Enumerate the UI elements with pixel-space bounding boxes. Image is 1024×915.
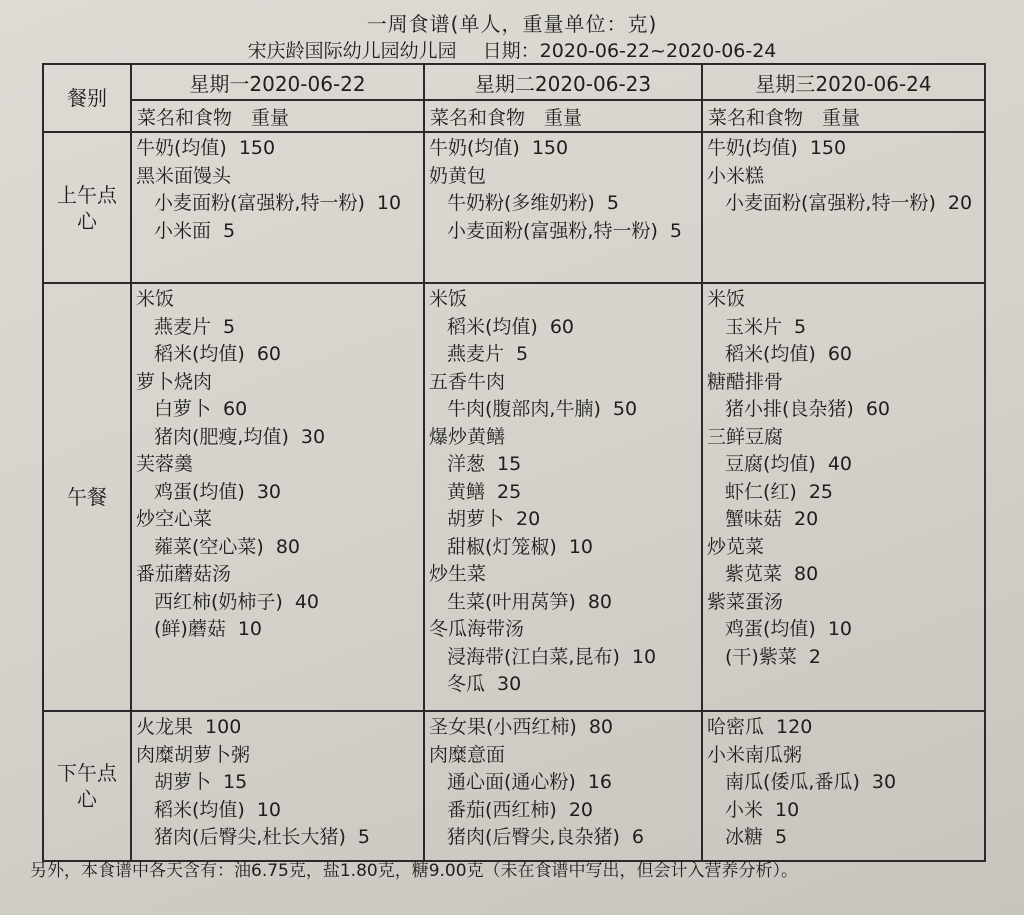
ingredient-name: 鸡蛋(均值) [154, 480, 245, 503]
dish-name: 奶黄包 [429, 164, 487, 187]
dish-item [136, 369, 419, 397]
ingredient-name: 猪肉(后臀尖,良杂猪) [447, 826, 620, 848]
weight-amount: 80 [587, 590, 613, 613]
ingredient-item [429, 824, 697, 852]
ingredient-item [707, 451, 980, 479]
ingredient-item [707, 479, 980, 507]
weight-amount: 20 [568, 798, 594, 821]
ingredient-item [136, 616, 419, 644]
ingredient-item [429, 534, 697, 562]
weight-amount: 150 [809, 137, 847, 159]
dish-item [136, 286, 419, 314]
weight-amount: 10 [775, 798, 800, 821]
ingredient-name: 洋葱 [447, 453, 486, 475]
ingredient-item [429, 396, 697, 424]
column-subheader: 菜名和食物 重量 [424, 100, 702, 132]
meal-column-header: 餐别 [43, 64, 131, 132]
weight-amount: 5 [775, 826, 788, 848]
dish-item [136, 163, 419, 191]
dish-name: 肉糜意面 [429, 743, 506, 766]
weight-amount: 15 [223, 771, 248, 793]
meal-day-cell [702, 711, 985, 861]
ingredient-name: (鲜)蘑菇 [154, 618, 226, 640]
ingredient-item [136, 396, 419, 424]
ingredient-name: 蕹菜(空心菜) [154, 535, 264, 558]
ingredient-item [707, 341, 980, 369]
weight-amount: 30 [300, 425, 326, 448]
meal-name-line: 心 [77, 208, 97, 233]
ingredient-item [429, 218, 697, 246]
ingredient-name: 燕麦片 [447, 343, 505, 365]
weight-amount: 80 [275, 535, 301, 558]
dish-item [136, 451, 419, 479]
ingredient-item [429, 769, 697, 797]
dish-item [707, 742, 980, 770]
ingredient-item [136, 218, 419, 246]
ingredient-name: 燕麦片 [154, 315, 212, 338]
dish-item [707, 163, 980, 191]
meal-day-cell [424, 132, 702, 283]
ingredient-name: 鸡蛋(均值) [725, 618, 816, 640]
weight-amount: 150 [238, 137, 276, 159]
dish-name: 米饭 [707, 288, 746, 310]
ingredient-item [136, 824, 419, 852]
weight-amount: 25 [497, 480, 522, 503]
dish-item [429, 286, 697, 314]
dish-item [707, 714, 980, 742]
dish-item [136, 714, 419, 742]
dish-name: 番茄蘑菇汤 [136, 563, 232, 585]
ingredient-item [136, 314, 419, 342]
weight-amount: 40 [294, 590, 320, 613]
weight-amount: 5 [223, 315, 236, 338]
dish-name: 小米糕 [707, 164, 765, 187]
weight-amount: 80 [794, 563, 819, 585]
ingredient-name: 小麦面粉(富强粉,特一粉) [154, 192, 365, 214]
weight-amount: 10 [827, 618, 853, 640]
ingredient-name: 生菜(叶用莴笋) [447, 590, 576, 613]
dish-item [136, 135, 419, 163]
weight-amount: 10 [256, 798, 282, 821]
ingredient-name: 南瓜(倭瓜,番瓜) [725, 771, 860, 793]
ingredient-name: 甜椒(灯笼椒) [447, 535, 557, 558]
dish-item [707, 534, 980, 562]
dish-name: 炒苋菜 [707, 535, 765, 558]
meal-day-cell [702, 283, 985, 711]
weight-amount: 10 [631, 645, 657, 668]
meal-day-cell [424, 283, 702, 711]
dish-item [429, 369, 697, 397]
column-subheader: 菜名和食物 重量 [131, 100, 424, 132]
dish-item [707, 369, 980, 397]
ingredient-name: 小米面 [154, 219, 212, 242]
dish-name: 牛奶(均值) [136, 137, 227, 159]
ingredient-name: (干)紫菜 [725, 645, 797, 668]
ingredient-name: 浸海带(江白菜,昆布) [447, 645, 620, 668]
dish-name: 圣女果(小西红柿) [429, 716, 577, 738]
weight-amount: 30 [871, 771, 897, 793]
ingredient-item [707, 561, 980, 589]
dish-item [707, 424, 980, 452]
footer-note: 另外，本食谱中各天含有：油6.75克，盐1.80克，糖9.00克（未在食谱中写出，但会计入营养分析）。 [30, 861, 799, 881]
ingredient-item [429, 589, 697, 617]
weight-amount: 60 [827, 343, 853, 365]
dish-name: 糖醋排骨 [707, 370, 784, 393]
ingredient-item [429, 190, 697, 218]
ingredient-name: 牛奶粉(多维奶粉) [447, 192, 595, 214]
ingredient-item [429, 644, 697, 672]
weight-amount: 80 [588, 716, 614, 738]
meal-day-cell [702, 132, 985, 283]
weight-amount: 10 [568, 535, 594, 558]
dish-item [707, 135, 980, 163]
dish-name: 芙蓉羹 [136, 453, 194, 475]
dish-name: 小米南瓜粥 [707, 743, 803, 766]
menu-table [42, 63, 986, 862]
dish-name: 牛奶(均值) [707, 137, 798, 159]
weight-amount: 20 [516, 508, 541, 530]
ingredient-item [136, 479, 419, 507]
ingredient-name: 小麦面粉(富强粉,特一粉) [725, 192, 936, 214]
dish-name: 三鲜豆腐 [707, 425, 784, 448]
meal-name [43, 711, 131, 861]
dish-item [429, 561, 697, 589]
ingredient-name: 豆腐(均值) [725, 453, 816, 475]
meal-day-cell [131, 132, 424, 283]
ingredient-item [136, 797, 419, 825]
ingredient-name: 牛肉(腹部肉,牛腩) [447, 398, 601, 420]
ingredient-name: 番茄(西红柿) [447, 798, 557, 821]
ingredient-name: 稻米(均值) [725, 343, 816, 365]
dish-item [429, 135, 697, 163]
weight-amount: 5 [606, 192, 619, 214]
dish-name: 五香牛肉 [429, 370, 506, 393]
ingredient-name: 稻米(均值) [154, 343, 245, 365]
weight-amount: 150 [531, 137, 569, 159]
page-subtitle [0, 36, 1024, 63]
page-title: 一周食谱(单人，重量单位：克) [366, 12, 658, 36]
ingredient-name: 冬瓜 [447, 673, 486, 695]
weight-amount: 25 [808, 480, 834, 503]
school-name: 宋庆龄国际幼儿园幼儿园 [247, 40, 457, 62]
dish-name: 爆炒黄鳝 [429, 425, 506, 448]
ingredient-name: 蟹味菇 [725, 508, 783, 530]
ingredient-item [429, 314, 697, 342]
weight-amount: 60 [549, 315, 575, 338]
dish-name: 冬瓜海带汤 [429, 618, 525, 640]
ingredient-item [136, 769, 419, 797]
weight-amount: 20 [947, 192, 973, 214]
meal-name-line: 上午点 [57, 182, 117, 207]
weight-amount: 10 [376, 192, 402, 214]
ingredient-item [136, 589, 419, 617]
weight-amount: 60 [865, 398, 891, 420]
ingredient-item [429, 671, 697, 699]
meal-name [43, 132, 131, 283]
dish-name: 萝卜烧肉 [136, 370, 213, 393]
meal-day-cell [131, 283, 424, 711]
meal-row [43, 132, 985, 283]
weight-amount: 60 [223, 398, 248, 420]
day-header: 星期二2020-06-23 [424, 64, 702, 100]
ingredient-name: 虾仁(红) [725, 480, 797, 503]
ingredient-item [429, 341, 697, 369]
ingredient-item [429, 506, 697, 534]
meal-name-line: 下午点 [57, 761, 117, 785]
ingredient-name: 玉米片 [725, 315, 783, 338]
meal-row [43, 711, 985, 861]
day-header: 星期一2020-06-22 [131, 64, 424, 100]
ingredient-name: 紫苋菜 [725, 563, 783, 585]
weight-amount: 120 [776, 716, 813, 738]
ingredient-item [429, 479, 697, 507]
weight-amount: 20 [794, 508, 819, 530]
ingredient-name: 小麦面粉(富强粉,特一粉) [447, 219, 658, 242]
dish-item [429, 742, 697, 770]
dish-item [136, 561, 419, 589]
dish-name: 肉糜胡萝卜粥 [136, 743, 251, 766]
weight-amount: 5 [223, 219, 236, 242]
ingredient-name: 稻米(均值) [447, 315, 538, 338]
ingredient-name: 白萝卜 [154, 398, 212, 420]
dish-name: 哈密瓜 [707, 716, 765, 738]
weight-amount: 16 [587, 771, 613, 793]
weight-amount: 100 [205, 716, 242, 738]
weight-amount: 2 [808, 645, 821, 668]
weight-amount: 40 [827, 453, 853, 475]
meal-row [43, 283, 985, 711]
weight-amount: 5 [794, 315, 807, 338]
ingredient-item [136, 190, 419, 218]
dish-name: 火龙果 [136, 716, 194, 738]
ingredient-item [136, 341, 419, 369]
ingredient-name: 猪小排(良杂猪) [725, 398, 854, 420]
meal-day-cell [424, 711, 702, 861]
ingredient-name: 黄鳝 [447, 480, 486, 503]
column-subheader: 菜名和食物 重量 [702, 100, 985, 132]
dish-name: 炒生菜 [429, 563, 487, 585]
ingredient-item [707, 190, 980, 218]
ingredient-item [707, 314, 980, 342]
ingredient-item [429, 451, 697, 479]
dish-name: 炒空心菜 [136, 508, 213, 530]
ingredient-item [707, 769, 980, 797]
ingredient-item [429, 797, 697, 825]
ingredient-item [707, 506, 980, 534]
weight-amount: 30 [256, 480, 282, 503]
dish-name: 牛奶(均值) [429, 137, 520, 159]
weight-amount: 6 [631, 826, 644, 848]
ingredient-name: 小米 [725, 798, 764, 821]
dish-item [707, 589, 980, 617]
ingredient-item [136, 534, 419, 562]
ingredient-name: 猪肉(后臀尖,杜长大猪) [154, 826, 346, 848]
dish-item [707, 286, 980, 314]
weight-amount: 60 [256, 343, 282, 365]
weight-amount: 30 [497, 673, 522, 695]
weight-amount: 5 [669, 219, 682, 242]
date-range: 日期：2020-06-22~2020-06-24 [482, 40, 777, 62]
weight-amount: 10 [237, 618, 263, 640]
dish-item [429, 424, 697, 452]
ingredient-name: 通心面(通心粉) [447, 771, 576, 793]
ingredient-name: 稻米(均值) [154, 798, 245, 821]
ingredient-item [707, 824, 980, 852]
weight-amount: 5 [357, 826, 370, 848]
day-header: 星期三2020-06-24 [702, 64, 985, 100]
ingredient-item [707, 396, 980, 424]
ingredient-item [707, 797, 980, 825]
dish-item [429, 714, 697, 742]
ingredient-name: 胡萝卜 [154, 771, 212, 793]
dish-name: 米饭 [429, 288, 468, 310]
dish-name: 黑米面馒头 [136, 164, 232, 187]
meal-name [43, 283, 131, 711]
weight-amount: 15 [497, 453, 522, 475]
ingredient-name: 冰糖 [725, 826, 764, 848]
ingredient-item [707, 644, 980, 672]
dish-name: 米饭 [136, 288, 175, 310]
ingredient-name: 猪肉(肥瘦,均值) [154, 425, 289, 448]
dish-item [429, 163, 697, 191]
dish-item [136, 506, 419, 534]
dish-name: 紫菜蛋汤 [707, 590, 784, 613]
dish-item [136, 742, 419, 770]
ingredient-name: 胡萝卜 [447, 508, 505, 530]
ingredient-name: 西红柿(奶柿子) [154, 590, 283, 613]
meal-day-cell [131, 711, 424, 861]
meal-name-line: 心 [77, 787, 97, 811]
meal-name-line: 午餐 [67, 485, 107, 509]
dish-item [429, 616, 697, 644]
weight-amount: 5 [516, 343, 529, 365]
weight-amount: 50 [612, 398, 638, 420]
ingredient-item [707, 616, 980, 644]
ingredient-item [136, 424, 419, 452]
